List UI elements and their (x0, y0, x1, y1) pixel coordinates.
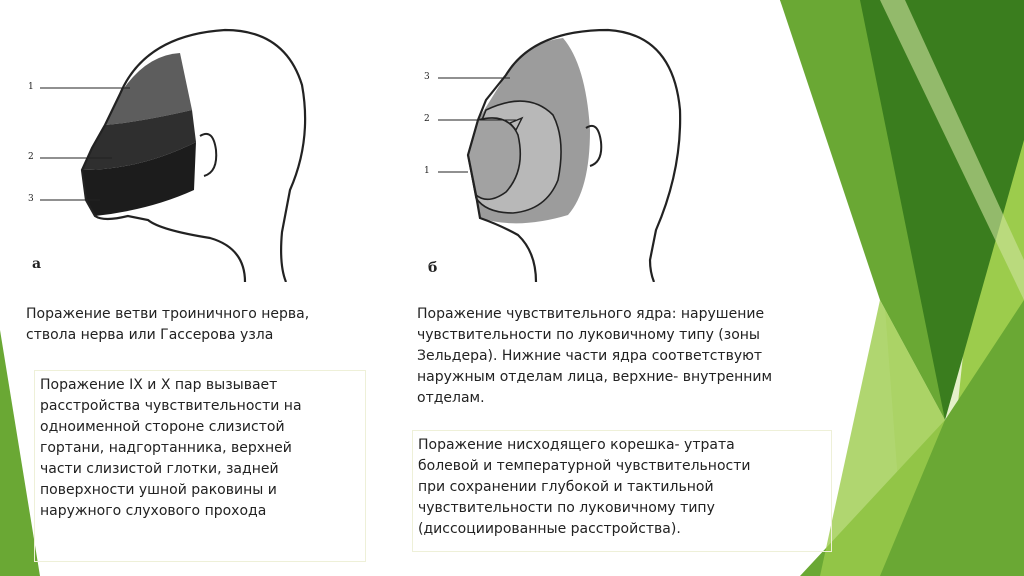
label-b2: 2 (424, 114, 430, 124)
ear (200, 134, 216, 176)
label-a1: 1 (28, 82, 34, 92)
figure-a (20, 20, 350, 282)
text-box-left (34, 370, 366, 562)
caption-a: Поражение ветви троиничного нерва, ствола нерва или Гассерова узла (26, 306, 310, 343)
label-b3: 3 (424, 72, 430, 82)
box-right-text: Поражение нисходящего корешка- утрата болевой и температурной чувствительности при сохранении глубокой и тактильной чувствительности по луковичному типу (диссоциированные расстройства). (418, 437, 751, 537)
label-a3: 3 (28, 194, 34, 204)
label-b1: 1 (424, 166, 430, 176)
label-a2: 2 (28, 152, 34, 162)
figure-letter-b: б (428, 260, 438, 276)
figure-b (418, 20, 718, 282)
box-left-text: Поражение IX и X пар вызывает расстройства чувствительности на одноименной стороне слизистой гортани, надгортанника, верхней части слизистой глотки, задней поверхности ушной раковины и наружного слухового прохода (40, 377, 302, 519)
caption-b: Поражение чувствительного ядра: нарушение чувствительности по луковичному типу (зоны Зельдера). Нижние части ядра соответствуют наружным отделам лица, верхние- внутренним отделам. (417, 306, 773, 406)
figure-letter-a: а (32, 256, 42, 272)
text-box-right (412, 430, 832, 552)
